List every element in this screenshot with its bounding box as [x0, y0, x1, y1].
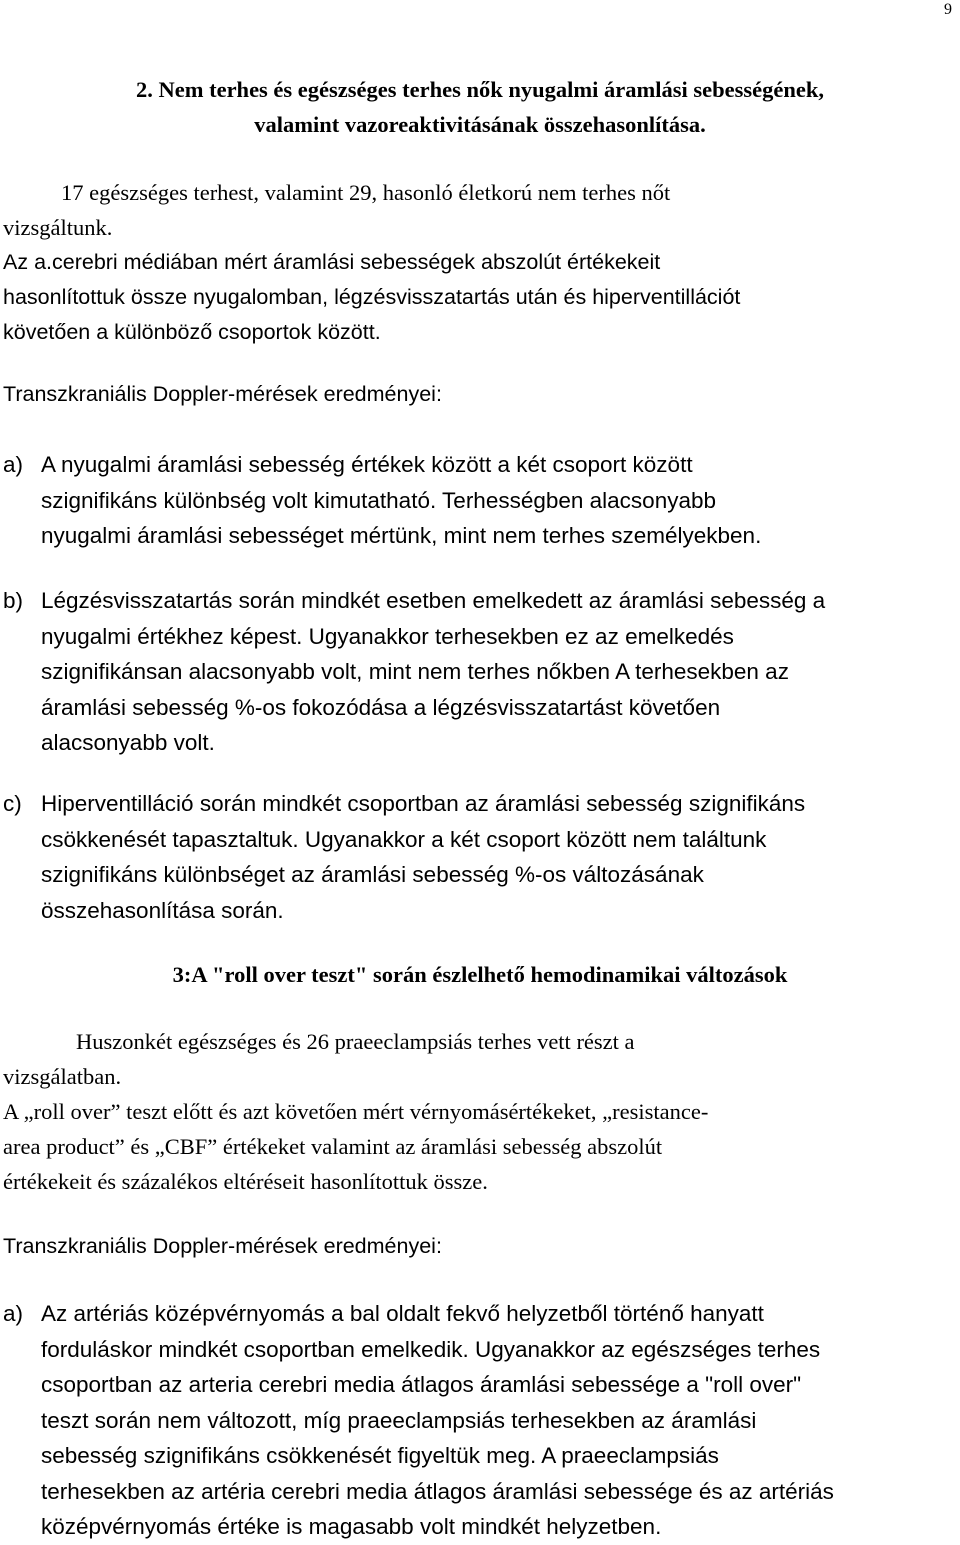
- section-2-results-label: Transzkraniális Doppler-mérések eredményei:: [3, 382, 442, 406]
- list-item-body: [41, 786, 960, 928]
- list-marker: c): [3, 791, 22, 816]
- list-item-line: Hiperventilláció során mindkét csoportban az áramlási sebesség szignifikáns: [41, 791, 806, 816]
- list-item-line: Légzésvisszatartás során mindkét esetben emelkedett az áramlási sebesség a: [41, 588, 826, 613]
- list-item-line: teszt során nem változott, míg praeeclampsiás terhesekben az áramlási: [41, 1407, 757, 1433]
- list-item-line: áramlási sebesség %-os fokozódása a légzésvisszatartást követően: [41, 694, 721, 720]
- section-3-intro-line-2: vizsgálatban.: [3, 1064, 122, 1089]
- section-3-method-line-1: A „roll over” teszt előtt és azt követően mért vérnyomásértékeket, „resistance-: [3, 1099, 709, 1124]
- list-marker: a): [3, 1301, 24, 1326]
- list-item-line: szignifikáns különbséget az áramlási sebesség %-os változásának: [41, 862, 704, 887]
- section-3-intro: [3, 1024, 635, 1094]
- list-item-line: sebesség szignifikáns csökkenését figyeltük meg. A praeeclampsiás: [41, 1443, 719, 1468]
- section-2-heading-line-1: 2. Nem terhes és egészséges terhes nők nyugalmi áramlási sebességének,: [135, 77, 825, 102]
- list-item-body: [41, 1296, 960, 1545]
- list-item-body: [41, 447, 960, 554]
- section-2-method-line-3: követően a különböző csoportok között.: [3, 320, 381, 344]
- list-item-line: csökkenését tapasztaltuk. Ugyanakkor a két csoport között nem találtunk: [41, 826, 767, 852]
- section-2-method-paragraph: [3, 245, 740, 350]
- section-2-intro-line-2: vizsgáltunk.: [3, 215, 113, 240]
- list-item-line: nyugalmi értékhez képest. Ugyanakkor terhesekben ez az emelkedés: [41, 623, 734, 649]
- section-3-heading: 3:A "roll over teszt" során észlelhető hemodinamikai változások: [172, 962, 788, 987]
- section-3-method-paragraph: [3, 1094, 708, 1199]
- list-item-body: [41, 583, 960, 761]
- list-item-line: szignifikánsan alacsonyabb volt, mint nem terhes nőkben A terhesekben az: [41, 659, 789, 684]
- section-3-results-label: Transzkraniális Doppler-mérések eredményei:: [3, 1234, 442, 1258]
- section-3-method-line-3: értékekeit és százalékos eltéréseit hasonlítottuk össze.: [3, 1169, 488, 1194]
- list-item-line: összehasonlítása során.: [41, 897, 284, 923]
- list-item-line: középvérnyomás értéke is magasabb volt mindkét helyzetben.: [41, 1514, 662, 1539]
- list-item-line: alacsonyabb volt.: [41, 730, 215, 755]
- list-item-line: Az artériás középvérnyomás a bal oldalt fekvő helyzetből történő hanyatt: [41, 1301, 764, 1326]
- section-2-intro: [3, 175, 670, 245]
- page-number: 9: [944, 1, 952, 18]
- section-3-method-line-2: area product” és „CBF” értékeket valamint az áramlási sebesség abszolút: [3, 1134, 663, 1159]
- list-item-line: forduláskor mindkét csoportban emelkedik. Ugyanakkor az egészséges terhes: [41, 1336, 821, 1362]
- list-item-line: szignifikáns különbség volt kimutatható. Terhességben alacsonyabb: [41, 487, 716, 513]
- list-marker: a): [3, 452, 24, 477]
- section-2-method-line-2: hasonlítottuk össze nyugalomban, légzésvisszatartás után és hiperventillációt: [3, 285, 741, 309]
- list-item-line: A nyugalmi áramlási sebesség értékek között a két csoport között: [41, 452, 693, 477]
- list-marker: b): [3, 588, 24, 613]
- section-2-intro-line-1: 17 egészséges terhest, valamint 29, hasonló életkorú nem terhes nőt: [61, 180, 671, 205]
- list-item-line: nyugalmi áramlási sebességet mértünk, mint nem terhes személyekben.: [41, 523, 762, 548]
- section-3-intro-line-1: Huszonkét egészséges és 26 praeeclampsiás terhes vett részt a: [76, 1029, 635, 1054]
- section-2-heading-line-2: valamint vazoreaktivitásának összehasonlítása.: [254, 112, 706, 137]
- section-2-method-line-1: Az a.cerebri médiában mért áramlási sebességek abszolút értékekeit: [3, 250, 661, 274]
- list-item-line: csoportban az arteria cerebri media átlagos áramlási sebessége a "roll over": [41, 1372, 802, 1397]
- section-2-heading: [0, 72, 960, 142]
- list-item-line: terhesekben az artéria cerebri media átlagos áramlási sebessége és az artériás: [41, 1478, 834, 1504]
